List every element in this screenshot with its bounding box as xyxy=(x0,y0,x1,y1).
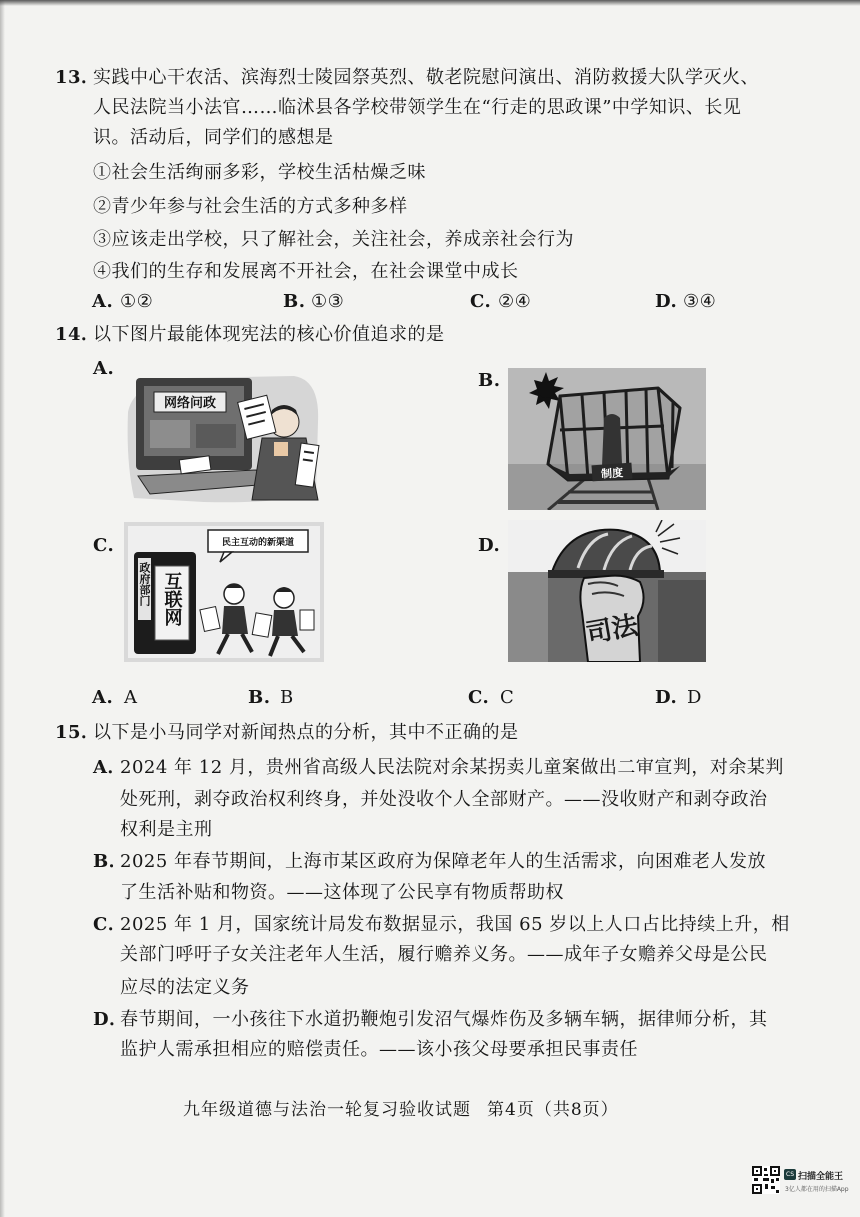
statement-2: ②青少年参与社会生活的方式多种多样 xyxy=(93,196,408,217)
screen-text: 网络问政 xyxy=(163,396,217,411)
question-number: 13． xyxy=(55,67,100,88)
scan-shadow-left xyxy=(0,0,5,1217)
option-text-line: 权利是主刑 xyxy=(120,819,213,840)
option-label: D. xyxy=(655,291,678,312)
option-text: ①② xyxy=(120,291,154,312)
question-stem-line: 识。活动后，同学们的感想是 xyxy=(93,127,334,148)
picture-b-label: B. xyxy=(478,370,501,391)
bubble-text: 民主互动的新渠道 xyxy=(221,538,295,548)
cs-logo-icon: CS xyxy=(786,1171,794,1178)
qr-code-icon xyxy=(752,1166,780,1194)
statement-4: ④我们的生存和发展离不开社会，在社会课堂中成长 xyxy=(93,261,519,282)
watermark-brand: 扫描全能王 xyxy=(798,1172,844,1182)
scan-shadow-top xyxy=(0,0,860,6)
computer-monitor xyxy=(136,378,252,470)
option-text: A xyxy=(124,687,138,708)
sign-text: 制度 xyxy=(600,466,624,481)
scanner-watermark xyxy=(752,1166,848,1200)
government-terminal xyxy=(134,552,196,654)
option-label: B． xyxy=(93,851,128,872)
picture-d-label: D. xyxy=(478,535,501,556)
question-number: 15． xyxy=(55,722,100,743)
option-label: A. xyxy=(92,687,114,708)
option-label: D． xyxy=(93,1009,128,1030)
option-text-line: 2024 年 12 月，贵州省高级人民法院对余某拐卖儿童案做出二审宣判，对余某判 xyxy=(120,757,784,778)
question-stem: 以下是小马同学对新闻热点的分析，其中不正确的是 xyxy=(93,722,519,743)
option-text-line: 了生活补贴和物资。——这体现了公民享有物质帮助权 xyxy=(120,882,564,903)
statement-3: ③应该走出学校，只了解社会，关注社会，养成亲社会行为 xyxy=(93,229,574,250)
option-text: ③④ xyxy=(683,291,717,312)
internet-text: 互联网 xyxy=(161,572,183,626)
option-text: C xyxy=(500,687,515,708)
watermark-tagline: 3亿人都在用的扫描App xyxy=(785,1186,849,1193)
question-number: 14． xyxy=(55,324,100,345)
picture-a-label: A. xyxy=(93,358,115,379)
page-number: 第4页（共8页） xyxy=(487,1100,619,1120)
option-label: B. xyxy=(283,291,306,312)
question-stem: 以下图片最能体现宪法的核心价值追求的是 xyxy=(93,324,445,345)
option-text: ②④ xyxy=(498,291,532,312)
question-stem-line: 人民法院当小法官……临沭县各学校带领学生在“行走的思政课”中学知识、长见 xyxy=(93,97,742,118)
statement-1: ①社会生活绚丽多彩，学校生活枯燥乏味 xyxy=(93,162,426,183)
option-label: A. xyxy=(92,291,114,312)
option-text-line: 2025 年 1 月，国家统计局发布数据显示，我国 65 岁以上人口占比持续上升，相 xyxy=(120,914,790,935)
caged-figure xyxy=(602,414,622,466)
option-text: B xyxy=(280,687,294,708)
picture-c xyxy=(124,522,324,662)
option-text-line: 监护人需承担相应的赔偿责任。——该小孩父母要承担民事责任 xyxy=(120,1039,638,1060)
option-text-line: 处死刑，剥夺政治权利终身，并处没收个人全部财产。——没收财产和剥夺政治 xyxy=(120,789,768,810)
option-text-line: 关部门呼吁子女关注老年人生活，履行赡养义务。——成年子女赡养父母是公民 xyxy=(120,944,768,965)
picture-b xyxy=(508,368,706,510)
picture-d xyxy=(508,520,706,662)
exam-title: 九年级道德与法治一轮复习验收试题 xyxy=(183,1100,471,1120)
option-text-line: 春节期间，一小孩往下水道扔鞭炮引发沼气爆炸伤及多辆车辆，据律师分析，其 xyxy=(120,1009,768,1030)
option-label: C. xyxy=(468,687,490,708)
option-text-line: 2025 年春节期间，上海市某区政府为保障老年人的生活需求，向困难老人发放 xyxy=(120,851,767,872)
option-text: D xyxy=(687,687,702,708)
option-label: C. xyxy=(470,291,492,312)
question-stem-line: 实践中心干农活、滨海烈士陵园祭英烈、敬老院慰问演出、消防救援大队学灭火、 xyxy=(93,67,759,88)
option-label: D. xyxy=(655,687,678,708)
picture-c-label: C. xyxy=(93,535,115,556)
option-text: ①③ xyxy=(311,291,345,312)
government-dept-text: 政府部门 xyxy=(138,562,151,606)
judiciary-text: 司法 xyxy=(583,610,641,650)
option-label: C． xyxy=(93,914,127,935)
option-label: A． xyxy=(93,757,126,778)
picture-a xyxy=(124,372,322,506)
option-label: B. xyxy=(248,687,271,708)
option-text-line: 应尽的法定义务 xyxy=(120,977,250,998)
